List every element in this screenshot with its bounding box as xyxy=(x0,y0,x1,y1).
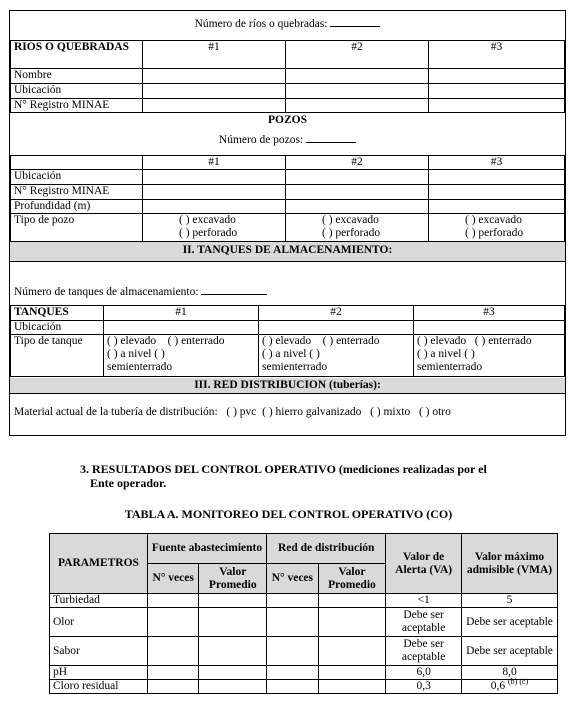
rios-table xyxy=(10,40,565,113)
cloro-footnote: (b) (c) xyxy=(508,677,529,687)
red-section-title: III. RED DISTRIBUCION (tuberías): xyxy=(10,378,565,394)
h-nveces: N° veces xyxy=(147,564,199,594)
rios-row-label: Nombre xyxy=(11,69,143,84)
red-material-label: Material actual de la tubería de distribución: xyxy=(14,406,218,418)
tanques-cell[interactable] xyxy=(104,321,259,335)
pozos-row-label: Profundidad (m) xyxy=(11,200,143,214)
option-otro[interactable]: ( ) otro xyxy=(418,406,451,418)
red-material-line xyxy=(14,406,451,418)
rios-count-label: Número de ríos o quebradas: xyxy=(194,18,328,30)
pozos-row-label: Ubicación xyxy=(11,170,143,185)
data-cell[interactable] xyxy=(267,680,319,694)
data-cell[interactable] xyxy=(318,608,386,637)
param-label: Cloro residual xyxy=(50,680,148,694)
tanques-col-1: #1 xyxy=(104,306,259,321)
option-a-nivel[interactable]: ( ) a nivel ( ) xyxy=(107,348,165,360)
data-cell[interactable] xyxy=(199,594,267,608)
tabla-a-title: TABLA A. MONITOREO DEL CONTROL OPERATIVO (CO) xyxy=(124,507,453,521)
tanques-count-field[interactable] xyxy=(201,294,267,295)
data-cell[interactable] xyxy=(318,594,386,608)
option-elevado[interactable]: ( ) elevado xyxy=(107,335,157,347)
param-label: pH xyxy=(50,666,148,680)
data-cell[interactable] xyxy=(199,637,267,666)
pozos-type-options[interactable] xyxy=(286,214,429,242)
resultados-heading-line2: Ente operador. xyxy=(90,476,167,490)
pozos-cell[interactable] xyxy=(429,200,565,214)
rios-cell[interactable] xyxy=(286,69,429,84)
option-perforado[interactable]: ( ) perforado xyxy=(465,227,524,239)
option-excavado[interactable]: ( ) excavado xyxy=(322,214,379,226)
option-enterrado[interactable]: ( ) enterrado xyxy=(322,335,380,347)
rios-cell[interactable] xyxy=(286,84,429,99)
tanques-count-line xyxy=(14,286,267,298)
pozos-cell[interactable] xyxy=(429,170,565,185)
option-semienterrado: semienterrado xyxy=(417,361,483,373)
h-promedio: Valor Promedio xyxy=(318,564,386,594)
tanques-cell[interactable] xyxy=(259,321,414,335)
h-promedio: Valor Promedio xyxy=(199,564,267,594)
tanques-col-3: #3 xyxy=(414,306,565,321)
rios-cell[interactable] xyxy=(429,69,565,84)
pozos-count-field[interactable] xyxy=(306,142,356,143)
pozos-type-options[interactable] xyxy=(429,214,565,242)
option-perforado[interactable]: ( ) perforado xyxy=(322,227,381,239)
tanques-type-options[interactable] xyxy=(259,335,414,377)
tanques-col-2: #2 xyxy=(259,306,414,321)
resultados-heading xyxy=(80,462,540,490)
option-mixto[interactable]: ( ) mixto xyxy=(370,406,411,418)
option-a-nivel[interactable]: ( ) a nivel ( ) xyxy=(262,348,320,360)
data-cell[interactable] xyxy=(267,608,319,637)
data-cell[interactable] xyxy=(147,608,199,637)
rios-row-label: N° Registro MINAE xyxy=(11,99,143,113)
resultados-heading-line1: 3. RESULTADOS DEL CONTROL OPERATIVO (mediciones realizadas por el xyxy=(80,462,487,476)
data-cell[interactable] xyxy=(199,666,267,680)
vma-value: Debe ser aceptable xyxy=(462,608,558,637)
option-enterrado[interactable]: ( ) enterrado xyxy=(167,335,225,347)
pozos-title: POZOS xyxy=(268,114,307,126)
rios-count-field[interactable] xyxy=(330,26,380,27)
vma-value: 5 xyxy=(462,594,558,608)
option-pvc[interactable]: ( ) pvc xyxy=(226,406,257,418)
tanques-count-label: Número de tanques de almacenamiento: xyxy=(14,286,199,298)
data-cell[interactable] xyxy=(318,680,386,694)
option-elevado[interactable]: ( ) elevado xyxy=(417,335,467,347)
pozos-header-empty xyxy=(11,156,143,170)
param-label: Turbiedad xyxy=(50,594,148,608)
rios-col-3: #3 xyxy=(429,41,565,69)
va-value: <1 xyxy=(386,594,462,608)
data-cell[interactable] xyxy=(267,666,319,680)
tanques-section-title: II. TANQUES DE ALMACENAMIENTO: xyxy=(10,241,565,262)
pozos-cell[interactable] xyxy=(143,185,286,200)
pozos-count-label: Número de pozos: xyxy=(218,134,304,146)
pozos-cell[interactable] xyxy=(143,200,286,214)
option-enterrado[interactable]: ( ) enterrado xyxy=(474,335,532,347)
rios-cell[interactable] xyxy=(143,84,286,99)
pozos-cell[interactable] xyxy=(286,200,429,214)
option-hierro-galvanizado[interactable]: ( ) hierro galvanizado xyxy=(262,406,362,418)
va-value: 6,0 xyxy=(386,666,462,680)
option-semienterrado: semienterrado xyxy=(107,361,173,373)
vma-value: 0,6 xyxy=(490,680,506,692)
param-label: Sabor xyxy=(50,637,148,666)
data-cell[interactable] xyxy=(318,666,386,680)
pozos-type-label: Tipo de pozo xyxy=(11,214,143,242)
h-va: Valor de Alerta (VA) xyxy=(386,534,462,594)
pozos-col-3: #3 xyxy=(429,156,565,170)
data-cell[interactable] xyxy=(199,680,267,694)
tanques-table xyxy=(10,305,565,377)
pozos-table xyxy=(10,155,565,242)
tanques-type-label: Tipo de tanque xyxy=(11,335,104,377)
data-cell[interactable] xyxy=(267,594,319,608)
data-cell[interactable] xyxy=(147,637,199,666)
data-cell[interactable] xyxy=(199,608,267,637)
vma-value: 8,0 xyxy=(462,666,558,680)
pozos-cell[interactable] xyxy=(143,170,286,185)
data-cell[interactable] xyxy=(267,637,319,666)
h-nveces: N° veces xyxy=(267,564,319,594)
rios-col-1: #1 xyxy=(143,41,286,69)
tanques-ubicacion-label: Ubicación xyxy=(11,321,104,335)
data-cell[interactable] xyxy=(147,666,199,680)
option-perforado[interactable]: ( ) perforado xyxy=(179,227,238,239)
option-elevado[interactable]: ( ) elevado xyxy=(262,335,312,347)
tanques-type-options[interactable] xyxy=(104,335,259,377)
va-value: Debe ser aceptable xyxy=(386,637,462,666)
rios-header-label: RIOS O QUEBRADAS xyxy=(11,41,143,69)
rios-row-label: Ubicación xyxy=(11,84,143,99)
rios-col-2: #2 xyxy=(286,41,429,69)
option-semienterrado: semienterrado xyxy=(262,361,328,373)
option-excavado[interactable]: ( ) excavado xyxy=(179,214,236,226)
va-value: Debe ser aceptable xyxy=(386,608,462,637)
data-cell[interactable] xyxy=(147,594,199,608)
data-cell[interactable] xyxy=(147,680,199,694)
rios-cell[interactable] xyxy=(286,99,429,113)
tanques-type-options[interactable] xyxy=(414,335,565,377)
tabla-a xyxy=(49,533,558,694)
pozos-col-2: #2 xyxy=(286,156,429,170)
va-value: 0,3 xyxy=(386,680,462,694)
data-cell[interactable] xyxy=(318,637,386,666)
rios-cell[interactable] xyxy=(429,99,565,113)
pozos-type-options[interactable] xyxy=(143,214,286,242)
h-parametros: PARAMETROS xyxy=(50,534,148,594)
h-red: Red de distribución xyxy=(267,534,386,564)
rios-cell[interactable] xyxy=(143,99,286,113)
option-excavado[interactable]: ( ) excavado xyxy=(465,214,522,226)
pozos-col-1: #1 xyxy=(143,156,286,170)
rios-cell[interactable] xyxy=(143,69,286,84)
tanques-header-label: TANQUES xyxy=(11,306,104,321)
vma-value: Debe ser aceptable xyxy=(462,637,558,666)
rios-count-line xyxy=(10,18,565,30)
param-label: Olor xyxy=(50,608,148,637)
pozos-row-label: N° Registro MINAE xyxy=(11,185,143,200)
option-a-nivel[interactable]: ( ) a nivel ( ) xyxy=(417,348,475,360)
rios-cell[interactable] xyxy=(429,84,565,99)
vma-cell xyxy=(462,677,558,694)
tanques-cell[interactable] xyxy=(414,321,565,335)
h-vma: Valor máximo admisible (VMA) xyxy=(462,534,558,594)
h-fuente: Fuente abastecimiento xyxy=(147,534,266,564)
pozos-cell[interactable] xyxy=(286,185,429,200)
pozos-cell[interactable] xyxy=(286,170,429,185)
pozos-count-line xyxy=(10,134,565,146)
pozos-cell[interactable] xyxy=(429,185,565,200)
